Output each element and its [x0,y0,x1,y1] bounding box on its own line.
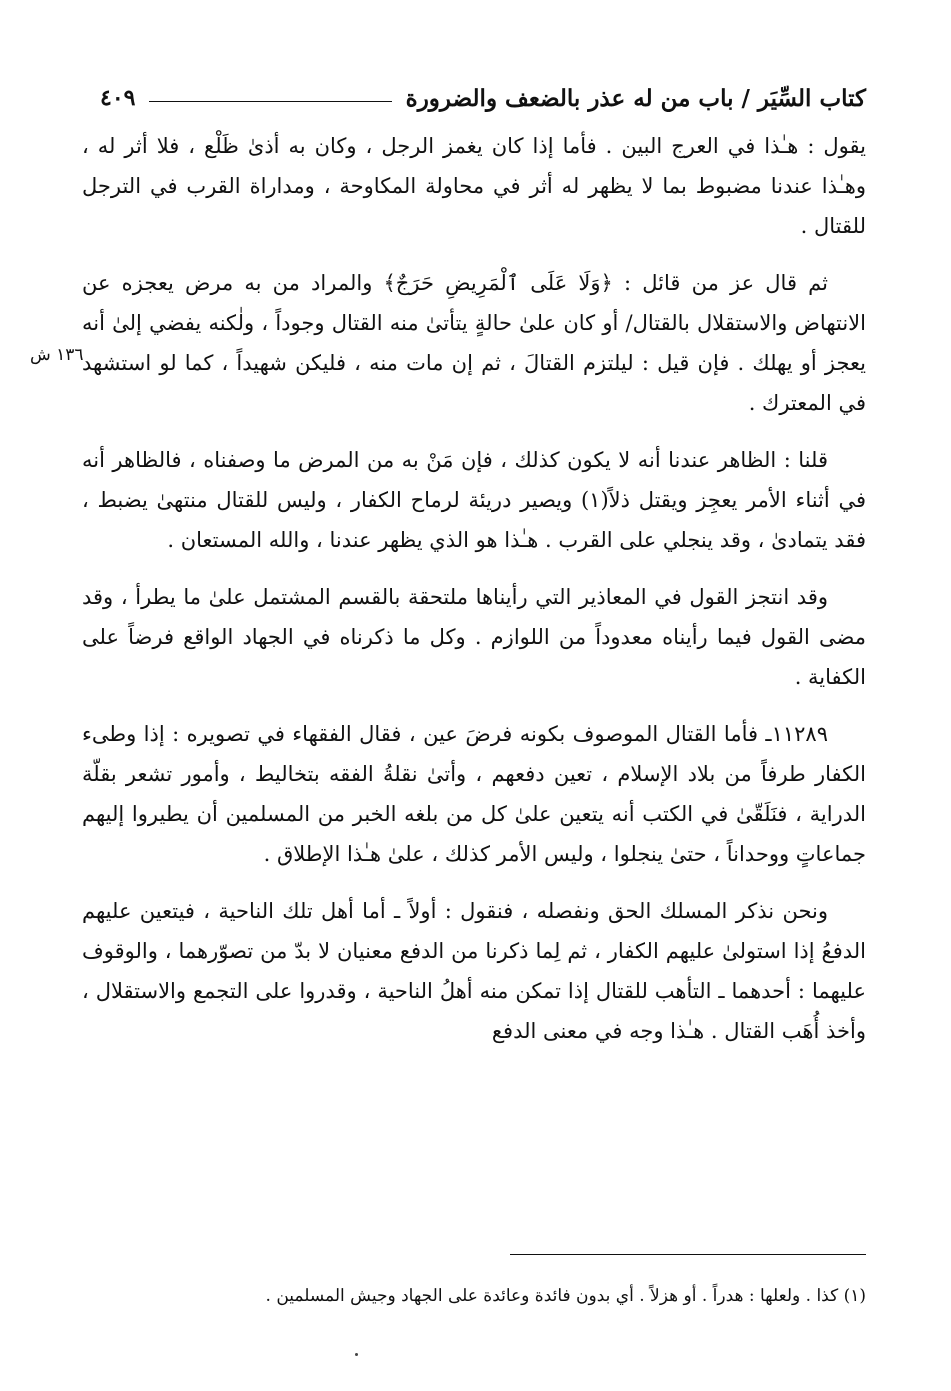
paragraph-5: ١١٢٨٩ـ فأما القتال الموصوف بكونه فرضَ عين ، فقال الفقهاء في تصويره : إذا وطىء الكفار طرفاً من بلاد الإسلام ، تعين دفعهم ، وأتىٰ نقلةُ الفقه بتخاليط ، وأمور تشعر بقلّة الدراية ، فنَلَقّىٰ في الكتب أنه يتعين علىٰ كل من بلغه الخبر من المسلمين أن يطيروا إليهم جماعاتٍ ووحداناً ، حتىٰ ينجلوا ، وليس الأمر كذلك ، علىٰ هـٰذا الإطلاق . [82,722,866,866]
paragraph-1: يقول : هـٰذا في العرج البين . فأما إذا كان يغمز الرجل ، وكان به أذىٰ ظَلْع ، فلا أثر له ، وهـٰذا عندنا مضبوط بما لا يظهر له أثر في محاولة المكاوحة ، ومداراة القرب في الترجل للقتال . [82,134,866,238]
header-title: كتاب السِّيَر / باب من له عذر بالضعف والضرورة [405,84,866,112]
page-number: ٤٠٩ [100,85,136,111]
paragraph-2: ثم قال عز من قائل : ﴿وَلَا عَلَى ٱلْمَرِيضِ حَرَجٌ﴾ والمراد من به مرض يعجزه عن الانتهاض والاستقلال بالقتال/ أو كان علىٰ حالةٍ يتأتىٰ منه القتال وجوداً ، ولٰكنه يفضي إلىٰ أنه يعجز أو يهلك . فإن قيل : ليلتزم القتالَ ، ثم إن مات منه ، فليكن شهيداً ، كما لو استشهد في المعترك . [82,271,866,415]
footnote-divider [510,1254,866,1255]
footnote: (١) كذا . ولعلها : هدراً . أو هزلاً . أي بدون فائدة وعائدة على الجهاد وجيش المسلمين . [265,1286,866,1306]
paragraph-3: قلنا : الظاهر عندنا أنه لا يكون كذلك ، فإن مَنْ به من المرض ما وصفناه ، فالظاهر أنه في أثناء الأمر يعجِز ويقتل ذلاً(١) ويصير دريئة لرماح الكفار ، وليس للقتال منتهىٰ يضبط ، فقد يتمادىٰ ، وقد ينجلي على القرب . هـٰذا هو الذي يظهر عندنا ، والله المستعان . [82,448,866,552]
running-header [100,78,866,118]
paragraph-6: ونحن نذكر المسلك الحق ونفصله ، فنقول : أولاً ـ أما أهل تلك الناحية ، فيتعين عليهم الدفعُ إذا استولىٰ عليهم الكفار ، ثم لِما ذكرنا من الدفع معنيان لا بدّ من تصوّرهما ، والوقوف عليهما : أحدهما ـ التأهب للقتال إذا تمكن منه أهلُ الناحية ، وقدروا على التجمع والاستقلال ، وأخذ أُهَب القتال . هـٰذا وجه في معنى الدفع [82,899,866,1043]
page-speck [355,1353,358,1356]
header-rule [149,101,391,102]
paragraph-4: وقد انتجز القول في المعاذير التي رأيناها ملتحقة بالقسم المشتمل علىٰ ما يطرأ ، وقد مضى القول فيما رأيناه معدوداً من اللوازم . وكل ما ذكرناه في الجهاد الواقع فرضاً على الكفاية . [82,585,866,689]
margin-note: ١٣٦ ش [30,345,84,365]
body-text [82,126,866,1051]
